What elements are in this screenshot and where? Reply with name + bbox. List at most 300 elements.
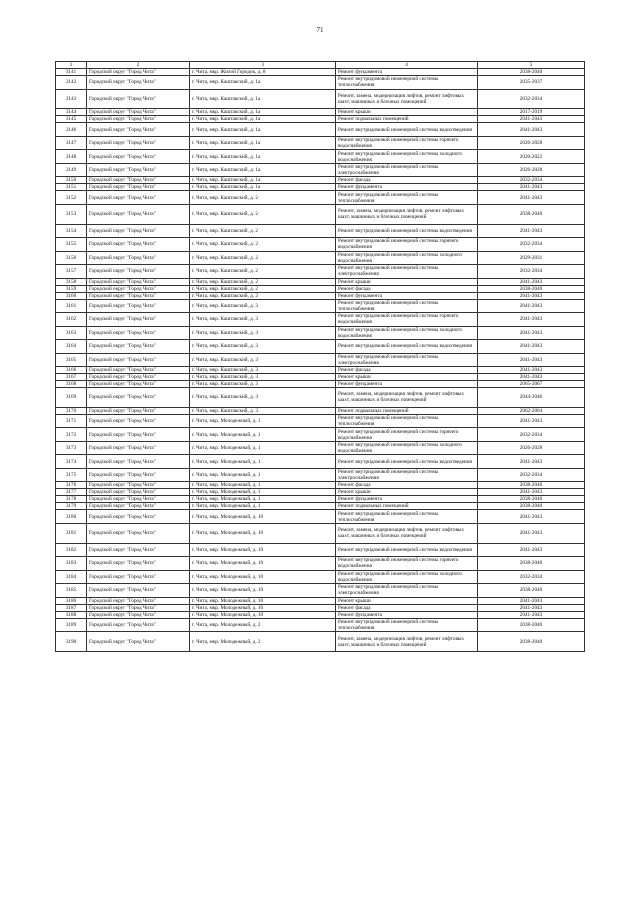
municipality-cell: Городской округ "Город Чита" [87,367,190,374]
period-cell: 2017-2019 [478,109,585,116]
period-cell: 2032-2034 [478,570,585,584]
table-row [56,340,585,354]
period-cell: 2032-2034 [478,89,585,109]
address-cell: г. Чита, мкр. Каштакский, д. 2 [190,204,336,224]
address-cell: г. Чита, мкр. Каштакский, д. 1а [190,136,336,150]
period-cell: 2041-2043 [478,123,585,137]
address-cell: г. Чита, мкр. Каштакский, д. 2 [190,278,336,285]
table-row [56,468,585,482]
period-cell: 2038-2040 [478,69,585,76]
address-cell: г. Чита, мкр. Молодежный, д. 2 [190,632,336,652]
row-number-cell: 3185 [56,584,87,598]
municipality-cell: Городской округ "Город Чита" [87,251,190,265]
work-type-cell: Ремонт внутридомовой инженерной системы горячего водоснабжения [336,557,478,571]
address-cell: г. Чита, мкр. Молодежный, д. 1 [190,489,336,496]
municipality-cell: Городской округ "Город Чита" [87,543,190,557]
work-type-cell: Ремонт, замена, модернизация лифтов, ремонт лифтовых шахт, машинных и блочных помещений [336,204,478,224]
row-number-cell: 3143 [56,89,87,109]
address-cell: г. Чита, мкр. Каштакский, д. 1а [190,89,336,109]
row-number-cell: 3177 [56,489,87,496]
row-number-cell: 3144 [56,109,87,116]
address-cell: г. Чита, мкр. Молодежный, д. 10 [190,523,336,543]
table-row [56,353,585,367]
row-number-cell: 3175 [56,468,87,482]
period-cell: 2020-2022 [478,150,585,164]
municipality-cell: Городской округ "Город Чита" [87,557,190,571]
table-row [56,326,585,340]
municipality-cell: Городской округ "Город Чита" [87,604,190,611]
municipality-cell: Городской округ "Город Чита" [87,340,190,354]
work-type-cell: Ремонт внутридомовой инженерной системы холодного водоснабжения [336,150,478,164]
table-row [56,604,585,611]
table-row [56,482,585,489]
header-cell-4: 4 [336,62,478,69]
municipality-cell: Городской округ "Город Чита" [87,224,190,238]
table-row [56,184,585,191]
row-number-cell: 3167 [56,374,87,381]
municipality-cell: Городской округ "Город Чита" [87,184,190,191]
address-cell: г. Чита, мкр. Молодежный, д. 1 [190,414,336,428]
period-cell: 2041-2043 [478,224,585,238]
municipality-cell: Городской округ "Город Чита" [87,76,190,90]
period-cell: 2026-2028 [478,441,585,455]
work-type-cell: Ремонт фундамента [336,611,478,618]
row-number-cell: 3173 [56,441,87,455]
row-number-cell: 3168 [56,381,87,388]
work-type-cell: Ремонт подвальных помещений [336,116,478,123]
row-number-cell: 3165 [56,353,87,367]
row-number-cell: 3155 [56,238,87,252]
period-cell: 2038-2040 [478,503,585,510]
address-cell: г. Чита, мкр. Молодежный, д. 10 [190,570,336,584]
table-row [56,618,585,632]
address-cell: г. Чита, мкр. Каштакский, д. 2 [190,224,336,238]
row-number-cell: 3160 [56,292,87,299]
municipality-cell: Городской округ "Город Чита" [87,381,190,388]
municipality-cell: Городской округ "Город Чита" [87,238,190,252]
row-number-cell: 3162 [56,313,87,327]
municipality-cell: Городской округ "Город Чита" [87,489,190,496]
work-type-cell: Ремонт внутридомовой инженерной системы холодного водоснабжения [336,326,478,340]
address-cell: г. Чита, мкр. Каштакский, д. 3 [190,367,336,374]
period-cell: 2038-2040 [478,204,585,224]
municipality-cell: Городской округ "Город Чита" [87,388,190,408]
row-number-cell: 3169 [56,388,87,408]
municipality-cell: Городской округ "Город Чита" [87,482,190,489]
table-row [56,292,585,299]
work-type-cell: Ремонт фасада [336,367,478,374]
period-cell: 2041-2043 [478,523,585,543]
table-row [56,441,585,455]
table-row [56,204,585,224]
period-cell: 2065-2067 [478,381,585,388]
work-type-cell: Ремонт внутридомовой инженерной системы холодного водоснабжения [336,441,478,455]
work-type-cell: Ремонт внутридомовой инженерной системы теплоснабжения [336,191,478,205]
table-row [56,611,585,618]
address-cell: г. Чита, мкр. Каштакский, д. 1а [190,109,336,116]
row-number-cell: 3190 [56,632,87,652]
period-cell: 2041-2043 [478,374,585,381]
address-cell: г. Чита, мкр. Молодежный, д. 10 [190,584,336,598]
address-cell: г. Чита, мкр. Каштакский, д. 1а [190,163,336,177]
work-type-cell: Ремонт фасада [336,604,478,611]
municipality-cell: Городской округ "Город Чита" [87,326,190,340]
period-cell: 2029-2031 [478,251,585,265]
row-number-cell: 3189 [56,618,87,632]
table-row [56,299,585,313]
row-number-cell: 3159 [56,285,87,292]
row-number-cell: 3170 [56,407,87,414]
period-cell: 2041-2043 [478,455,585,469]
address-cell: г. Чита, мкр. Каштакский, д. 1а [190,116,336,123]
row-number-cell: 3180 [56,510,87,524]
row-number-cell: 3163 [56,326,87,340]
municipality-cell: Городской округ "Город Чита" [87,177,190,184]
address-cell: г. Чита, мкр. Молодежный, д. 10 [190,543,336,557]
address-cell: г. Чита, мкр. Каштакский, д. 2 [190,251,336,265]
period-cell: 2038-2040 [478,584,585,598]
municipality-cell: Городской округ "Город Чита" [87,414,190,428]
table-row [56,89,585,109]
row-number-cell: 3141 [56,69,87,76]
period-cell: 2044-2046 [478,388,585,408]
work-type-cell: Ремонт внутридомовой инженерной системы водоотведения [336,543,478,557]
period-cell: 2038-2040 [478,285,585,292]
work-type-cell: Ремонт фундамента [336,69,478,76]
row-number-cell: 3187 [56,604,87,611]
table-row [56,136,585,150]
work-type-cell: Ремонт фасада [336,482,478,489]
address-cell: г. Чита, мкр. Каштакский, д. 3 [190,381,336,388]
table-row [56,388,585,408]
period-cell: 2032-2034 [478,238,585,252]
work-type-cell: Ремонт внутридомовой инженерной системы электроснабжения [336,584,478,598]
municipality-cell: Городской округ "Город Чита" [87,584,190,598]
period-cell: 2038-2040 [478,557,585,571]
address-cell: г. Чита, мкр. Каштакский, д. 2 [190,191,336,205]
work-type-cell: Ремонт внутридомовой инженерной системы водоотведения [336,123,478,137]
work-type-cell: Ремонт крыши [336,374,478,381]
municipality-cell: Городской округ "Город Чита" [87,265,190,279]
work-type-cell: Ремонт внутридомовой инженерной системы горячего водоснабжения [336,428,478,442]
address-cell: г. Чита, мкр. Каштакский, д. 1а [190,184,336,191]
table-row [56,251,585,265]
period-cell: 2026-2028 [478,163,585,177]
table-row [56,238,585,252]
row-number-cell: 3182 [56,543,87,557]
work-type-cell: Ремонт, замена, модернизация лифтов, ремонт лифтовых шахт, машинных и блочных помещений [336,89,478,109]
address-cell: г. Чита, мкр. Каштакский, д. 1а [190,76,336,90]
row-number-cell: 3153 [56,204,87,224]
table-row [56,69,585,76]
address-cell: г. Чита, мкр. Молодежный, д. 10 [190,510,336,524]
row-number-cell: 3181 [56,523,87,543]
municipality-cell: Городской округ "Город Чита" [87,374,190,381]
period-cell: 2041-2043 [478,116,585,123]
table-row [56,503,585,510]
municipality-cell: Городской округ "Город Чита" [87,468,190,482]
table-row [56,570,585,584]
address-cell: г. Чита, мкр. Молодежный, д. 1 [190,441,336,455]
work-type-cell: Ремонт внутридомовой инженерной системы водоотведения [336,340,478,354]
table-row [56,455,585,469]
municipality-cell: Городской округ "Город Чита" [87,191,190,205]
table-row [56,632,585,652]
table-row [56,285,585,292]
municipality-cell: Городской округ "Город Чита" [87,150,190,164]
row-number-cell: 3145 [56,116,87,123]
period-cell: 2026-2028 [478,136,585,150]
row-number-cell: 3164 [56,340,87,354]
work-type-cell: Ремонт, замена, модернизация лифтов, ремонт лифтовых шахт, машинных и блочных помещений [336,523,478,543]
municipality-cell: Городской округ "Город Чита" [87,278,190,285]
work-type-cell: Ремонт внутридомовой инженерной системы теплоснабжения [336,76,478,90]
row-number-cell: 3147 [56,136,87,150]
period-cell: 2041-2043 [478,597,585,604]
work-type-cell: Ремонт фундамента [336,184,478,191]
period-cell: 2041-2043 [478,313,585,327]
work-type-cell: Ремонт внутридомовой инженерной системы электроснабжения [336,353,478,367]
row-number-cell: 3156 [56,251,87,265]
period-cell: 2041-2043 [478,367,585,374]
period-cell: 2041-2043 [478,414,585,428]
table-row [56,523,585,543]
work-type-cell: Ремонт фасада [336,285,478,292]
row-number-cell: 3142 [56,76,87,90]
address-cell: г. Чита, мкр. Каштакский, д. 3 [190,407,336,414]
municipality-cell: Городской округ "Город Чита" [87,523,190,543]
period-cell: 2038-2040 [478,496,585,503]
work-type-cell: Ремонт крыши [336,597,478,604]
municipality-cell: Городской округ "Город Чита" [87,116,190,123]
row-number-cell: 3146 [56,123,87,137]
municipality-cell: Городской округ "Город Чита" [87,136,190,150]
address-cell: г. Чита, мкр. Каштакский, д. 1а [190,177,336,184]
municipality-cell: Городской округ "Город Чита" [87,204,190,224]
municipality-cell: Городской округ "Город Чита" [87,353,190,367]
row-number-cell: 3183 [56,557,87,571]
municipality-cell: Городской округ "Город Чита" [87,428,190,442]
municipality-cell: Городской округ "Город Чита" [87,570,190,584]
address-cell: г. Чита, мкр. Каштакский, д. 3 [190,353,336,367]
row-number-cell: 3161 [56,299,87,313]
address-cell: г. Чита, мкр. Каштакский, д. 3 [190,340,336,354]
period-cell: 2035-2037 [478,76,585,90]
table-row [56,496,585,503]
header-cell-3: 3 [190,62,336,69]
row-number-cell: 3150 [56,177,87,184]
municipality-cell: Городской округ "Город Чита" [87,69,190,76]
work-type-cell: Ремонт, замена, модернизация лифтов, ремонт лифтовых шахт, машинных и блочных помещений [336,632,478,652]
row-number-cell: 3184 [56,570,87,584]
address-cell: г. Чита, мкр. Молодежный, д. 10 [190,597,336,604]
work-type-cell: Ремонт крыши [336,278,478,285]
municipality-cell: Городской округ "Город Чита" [87,123,190,137]
municipality-cell: Городской округ "Город Чита" [87,441,190,455]
address-cell: г. Чита, мкр. Каштакский, д. 2 [190,292,336,299]
municipality-cell: Городской округ "Город Чита" [87,407,190,414]
period-cell: 2041-2043 [478,510,585,524]
row-number-cell: 3171 [56,414,87,428]
address-cell: г. Чита, мкр. Каштакский, д. 1а [190,123,336,137]
work-type-cell: Ремонт внутридомовой инженерной системы теплоснабжения [336,510,478,524]
row-number-cell: 3186 [56,597,87,604]
address-cell: г. Чита, мкр. Каштакский, д. 2 [190,238,336,252]
address-cell: г. Чита, мкр. Каштакский, д. 3 [190,299,336,313]
row-number-cell: 3188 [56,611,87,618]
table-row [56,224,585,238]
work-type-cell: Ремонт крыши [336,109,478,116]
row-number-cell: 3178 [56,496,87,503]
row-number-cell: 3157 [56,265,87,279]
municipality-cell: Городской округ "Город Чита" [87,89,190,109]
address-cell: г. Чита, мкр. Каштакский, д. 3 [190,388,336,408]
work-type-cell: Ремонт внутридомовой инженерной системы холодного водоснабжения [336,251,478,265]
municipality-cell: Городской округ "Город Чита" [87,313,190,327]
address-cell: г. Чита, мкр. Каштакский, д. 3 [190,326,336,340]
period-cell: 2041-2043 [478,353,585,367]
period-cell: 2041-2043 [478,184,585,191]
period-cell: 2041-2043 [478,489,585,496]
table-row [56,374,585,381]
table-row [56,109,585,116]
period-cell: 2038-2040 [478,482,585,489]
table-row [56,543,585,557]
address-cell: г. Чита, мкр. Каштакский, д. 3 [190,374,336,381]
table-row [56,116,585,123]
period-cell: 2041-2043 [478,278,585,285]
municipality-cell: Городской округ "Город Чита" [87,632,190,652]
period-cell: 2032-2034 [478,468,585,482]
table-row [56,381,585,388]
address-cell: г. Чита, мкр. Молодежный, д. 1 [190,428,336,442]
work-type-cell: Ремонт внутридомовой инженерной системы электроснабжения [336,468,478,482]
table-row [56,76,585,90]
address-cell: г. Чита, мкр. Молодежный, д. 10 [190,611,336,618]
municipality-cell: Городской округ "Город Чита" [87,611,190,618]
period-cell: 2032-2034 [478,428,585,442]
municipality-cell: Городской округ "Город Чита" [87,510,190,524]
table-row [56,584,585,598]
address-cell: г. Чита, мкр. Молодежный, д. 1 [190,455,336,469]
work-type-cell: Ремонт внутридомовой инженерной системы горячего водоснабжения [336,238,478,252]
work-type-cell: Ремонт внутридомовой инженерной системы теплоснабжения [336,299,478,313]
header-cell-2: 2 [87,62,190,69]
table-row [56,150,585,164]
header-cell-5: 5 [478,62,585,69]
work-type-cell: Ремонт, замена, модернизация лифтов, ремонт лифтовых шахт, машинных и блочных помещений [336,388,478,408]
period-cell: 2038-2040 [478,632,585,652]
address-cell: г. Чита, мкр. Молодежный, д. 2 [190,618,336,632]
work-type-cell: Ремонт фундамента [336,292,478,299]
period-cell: 2032-2034 [478,177,585,184]
address-cell: г. Чита, мкр. Молодежный, д. 10 [190,557,336,571]
period-cell: 2041-2043 [478,611,585,618]
table-row [56,123,585,137]
municipality-cell: Городской округ "Город Чита" [87,292,190,299]
work-type-cell: Ремонт внутридомовой инженерной системы горячего водоснабжения [336,313,478,327]
work-type-cell: Ремонт внутридомовой инженерной системы горячего водоснабжения [336,136,478,150]
table-row [56,557,585,571]
work-type-cell: Ремонт внутридомовой инженерной системы электроснабжения [336,163,478,177]
table-row [56,597,585,604]
work-type-cell: Ремонт внутридомовой инженерной системы электроснабжения [336,265,478,279]
municipality-cell: Городской округ "Город Чита" [87,299,190,313]
period-cell: 2041-2043 [478,191,585,205]
table-row [56,489,585,496]
municipality-cell: Городской округ "Город Чита" [87,496,190,503]
header-cell-1: 1 [56,62,87,69]
work-type-cell: Ремонт фасада [336,177,478,184]
table-row [56,278,585,285]
table-row [56,163,585,177]
work-type-cell: Ремонт внутридомовой инженерной системы холодного водоснабжения [336,570,478,584]
row-number-cell: 3151 [56,184,87,191]
row-number-cell: 3179 [56,503,87,510]
municipality-cell: Городской округ "Город Чита" [87,109,190,116]
period-cell: 2032-2034 [478,265,585,279]
address-cell: г. Чита, мкр. Жилой Городок, д. 8 [190,69,336,76]
period-cell: 2041-2043 [478,340,585,354]
period-cell: 2041-2043 [478,543,585,557]
period-cell: 2038-2040 [478,618,585,632]
address-cell: г. Чита, мкр. Молодежный, д. 1 [190,468,336,482]
table-row [56,265,585,279]
municipality-cell: Городской округ "Город Чита" [87,285,190,292]
row-number-cell: 3152 [56,191,87,205]
row-number-cell: 3176 [56,482,87,489]
row-number-cell: 3154 [56,224,87,238]
work-type-cell: Ремонт крыши [336,489,478,496]
address-cell: г. Чита, мкр. Каштакский, д. 3 [190,313,336,327]
address-cell: г. Чита, мкр. Молодежный, д. 10 [190,604,336,611]
row-number-cell: 3166 [56,367,87,374]
page-number: 71 [316,26,324,34]
address-cell: г. Чита, мкр. Молодежный, д. 1 [190,503,336,510]
table-row [56,367,585,374]
repair-schedule-table [55,61,585,652]
table-row [56,510,585,524]
municipality-cell: Городской округ "Город Чита" [87,503,190,510]
work-type-cell: Ремонт внутридомовой инженерной системы водоотведения [336,455,478,469]
period-cell: 2062-2064 [478,407,585,414]
municipality-cell: Городской округ "Город Чита" [87,455,190,469]
work-type-cell: Ремонт фундамента [336,381,478,388]
table-row [56,407,585,414]
period-cell: 2041-2043 [478,604,585,611]
table-row [56,313,585,327]
work-type-cell: Ремонт внутридомовой инженерной системы теплоснабжения [336,414,478,428]
table-row [56,191,585,205]
work-type-cell: Ремонт внутридомовой инженерной системы водоотведения [336,224,478,238]
municipality-cell: Городской округ "Город Чита" [87,618,190,632]
row-number-cell: 3174 [56,455,87,469]
municipality-cell: Городской округ "Город Чита" [87,597,190,604]
work-type-cell: Ремонт подвальных помещений [336,503,478,510]
table-row [56,428,585,442]
table-row [56,177,585,184]
address-cell: г. Чита, мкр. Каштакский, д. 2 [190,265,336,279]
address-cell: г. Чита, мкр. Каштакский, д. 2 [190,285,336,292]
address-cell: г. Чита, мкр. Молодежный, д. 1 [190,496,336,503]
work-type-cell: Ремонт подвальных помещений [336,407,478,414]
row-number-cell: 3148 [56,150,87,164]
table-row [56,414,585,428]
period-cell: 2041-2043 [478,292,585,299]
work-type-cell: Ремонт фундамента [336,496,478,503]
period-cell: 2041-2043 [478,326,585,340]
row-number-cell: 3158 [56,278,87,285]
